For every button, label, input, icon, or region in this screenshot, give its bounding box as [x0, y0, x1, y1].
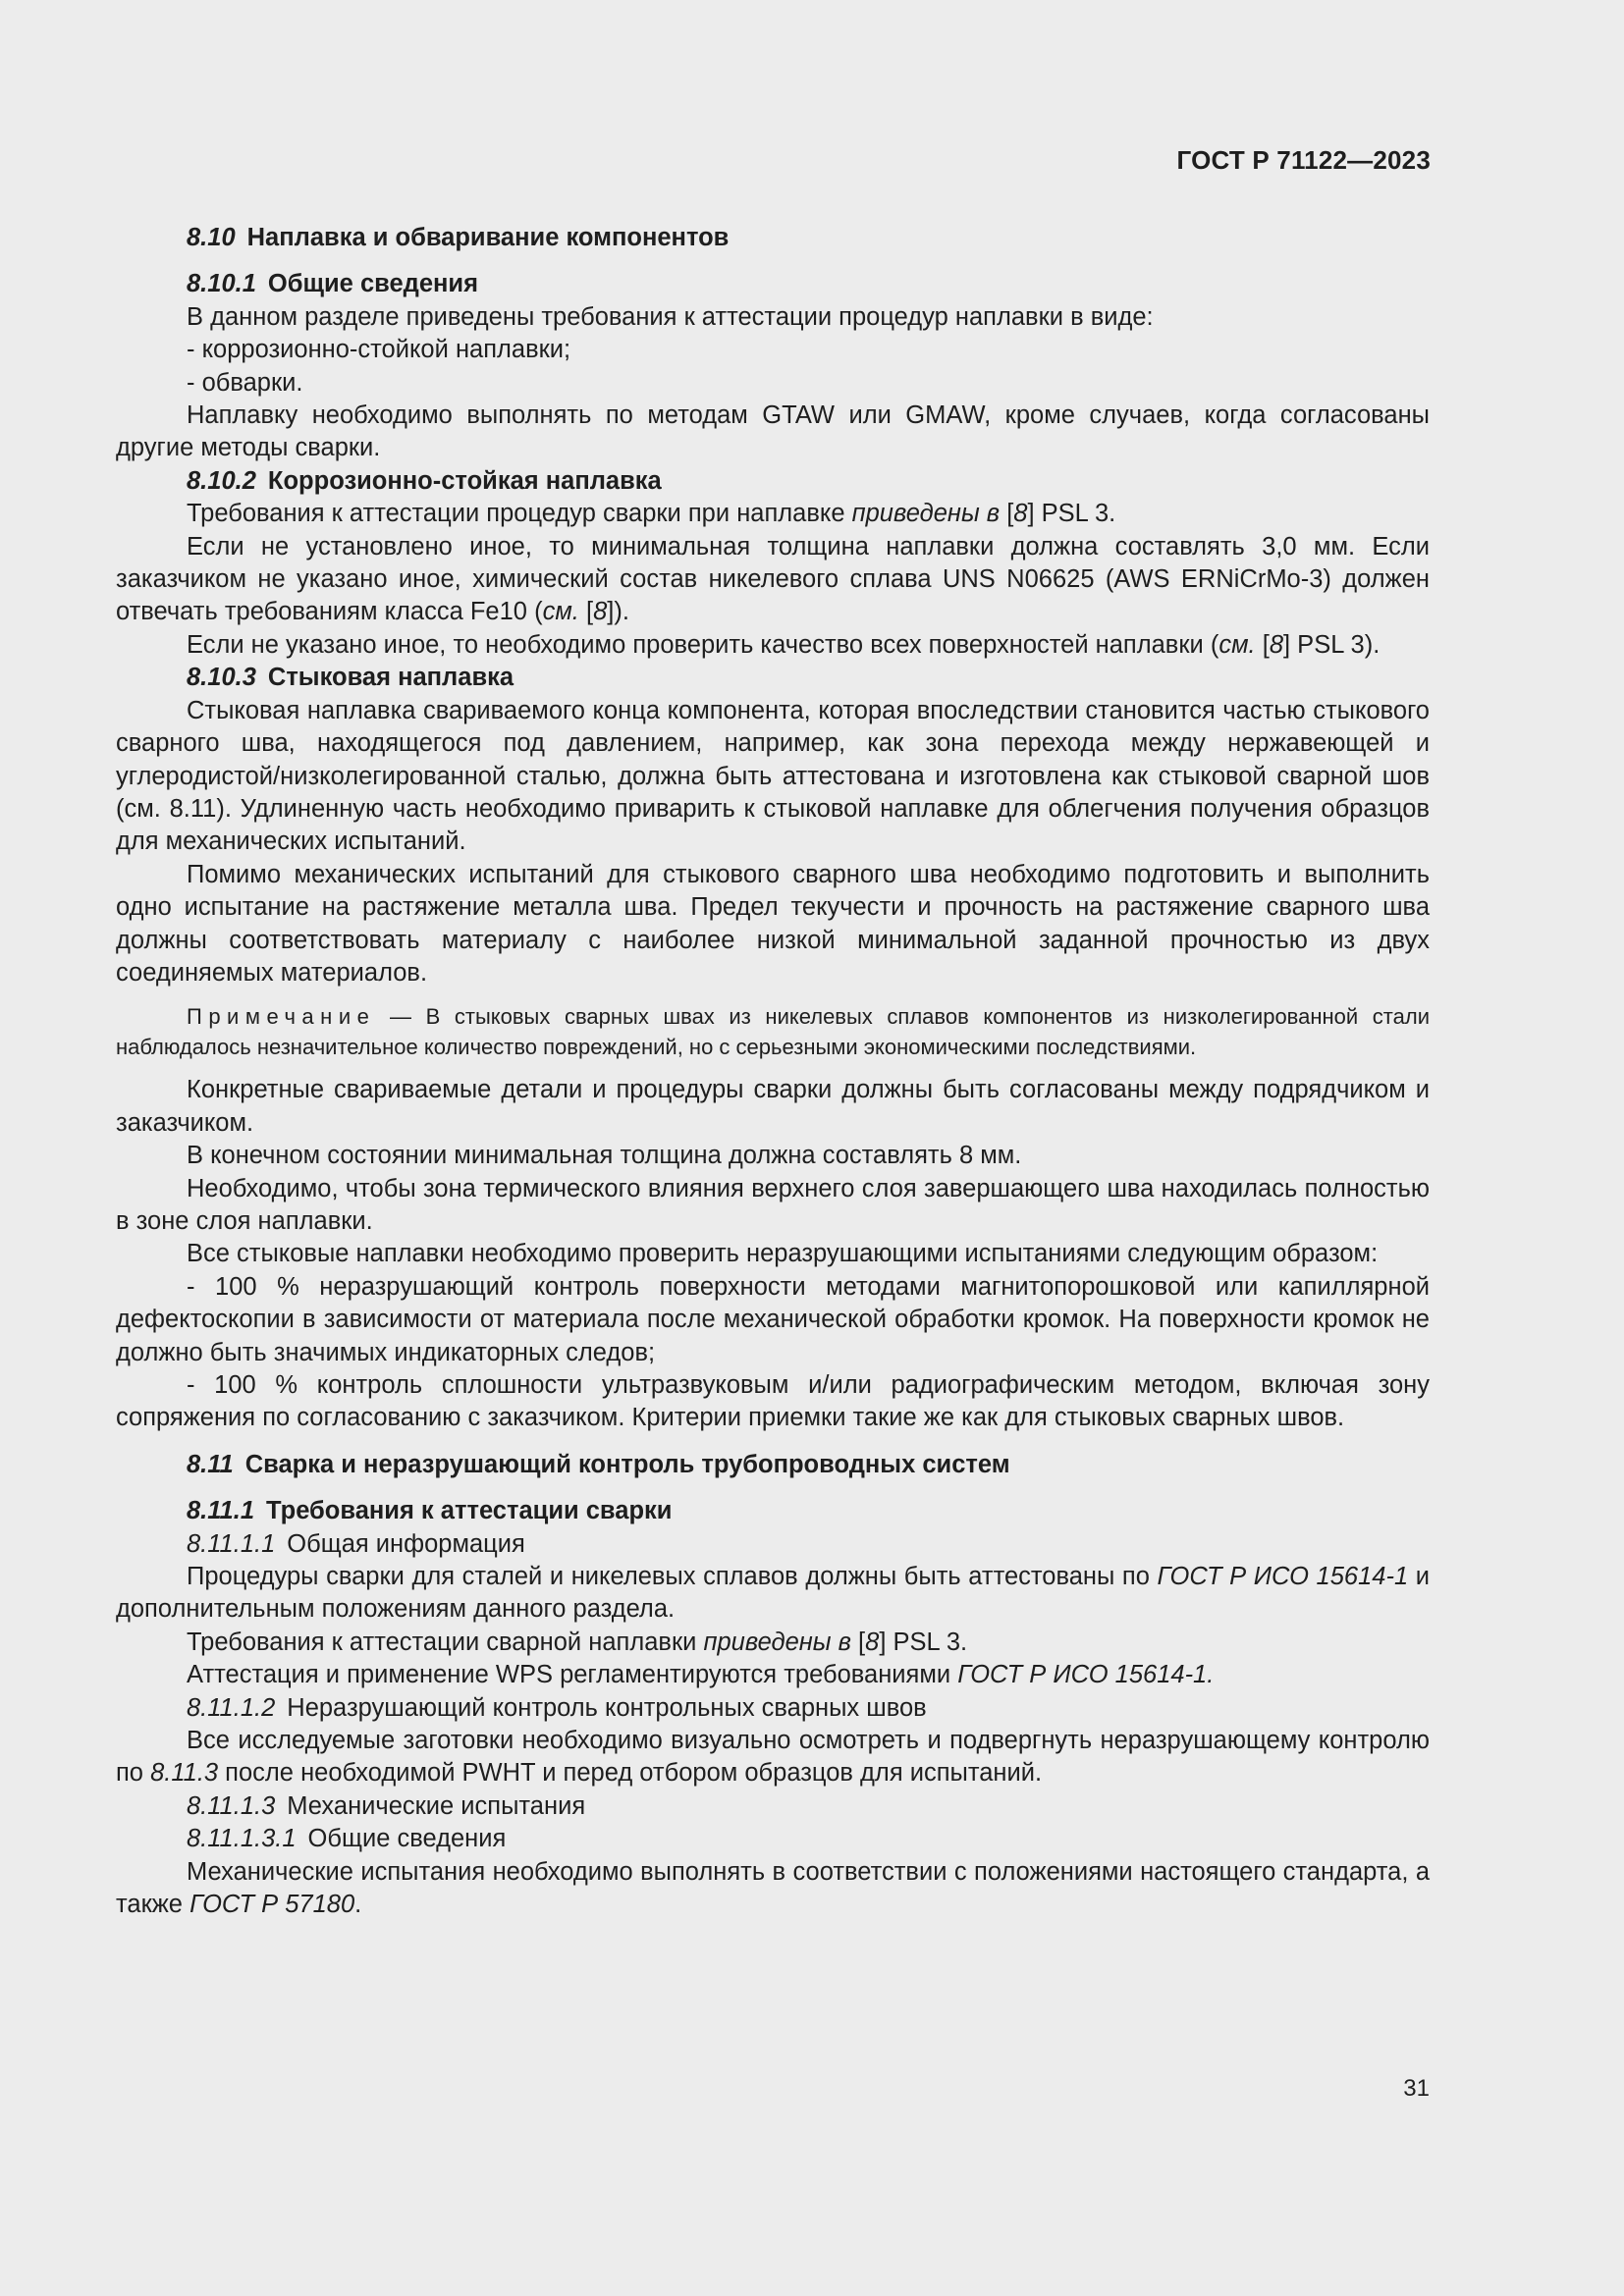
clause-heading-8-11-1-2 — [116, 1692, 1430, 1725]
subsection-number: 8.10.2 — [187, 466, 256, 495]
text-run: ]). — [607, 598, 629, 626]
text-run: Если не указано иное, то необходимо проверить качество всех поверхностей наплавки ( — [187, 630, 1219, 659]
paragraph: В данном разделе приведены требования к аттестации процедур наплавки в виде: — [187, 302, 1154, 331]
standard-reference: ГОСТ Р ИСО 15614-1 — [1157, 1563, 1409, 1591]
section-number: 8.10 — [187, 224, 236, 251]
clause-heading-8-11-1-3-1 — [116, 1823, 1430, 1855]
reference-number: 8 — [1013, 500, 1028, 528]
document-body — [116, 222, 1430, 1922]
paragraph: Помимо механических испытаний для стыкового сварного шва необходимо подготовить и выполнить одно испытание на растяжение металла шва. Предел текучести и прочность на растяжение сварного шва должны соответствовать материалу с наиболее низкой минимальной заданной прочностью из двух соединяемых материалов. — [116, 860, 1430, 987]
paragraph — [116, 498, 1430, 530]
text-run: после необходимой PWHT и перед отбором образцов для испытаний. — [218, 1759, 1043, 1788]
text-run: Если не установлено иное, то минимальная толщина наплавки должна составлять 3,0 мм. Если заказчиком не указано иное, химический состав никелевого сплава UNS N06625 (AWS ERNiCrMo-3) должен отвечать требованиям класса Fe10 ( — [116, 532, 1430, 626]
text-run: ] PSL 3). — [1283, 630, 1380, 659]
subsection-number: 8.10.3 — [187, 664, 256, 692]
paragraph — [116, 629, 1430, 662]
text-run: [ — [578, 598, 594, 626]
subsection-title: Стыковая наплавка — [267, 664, 514, 692]
subsection-heading-8-10-3 — [116, 662, 1430, 694]
subsection-heading-8-10-1 — [116, 268, 1430, 300]
subsection-heading-8-10-2 — [116, 465, 1430, 498]
text-run: ] PSL 3. — [879, 1628, 968, 1656]
clause-heading-8-11-1-3 — [116, 1790, 1430, 1823]
text-run: и дополнительным положениям данного раздела. — [116, 1563, 1430, 1624]
paragraph — [116, 531, 1430, 629]
list-item: - обварки. — [187, 368, 303, 397]
clause-title: Общие сведения — [307, 1825, 507, 1853]
note-text: — В стыковых сварных швах из никелевых сплавов компонентов из низколегированной стали наблюдалось незначительное количество повреждений, но с серьезными экономическими последствиями. — [116, 1004, 1430, 1060]
paragraph: Наплавку необходимо выполнять по методам GTAW или GMAW, кроме случаев, когда согласованы другие методы сварки. — [116, 401, 1430, 462]
text-run: приведены в — [851, 500, 1001, 528]
reference-number: 8 — [865, 1628, 880, 1656]
list-item: - коррозионно-стойкой наплавки; — [187, 336, 571, 364]
paragraph: Конкретные свариваемые детали и процедуры сварки должны быть согласованы между подрядчиком и заказчиком. — [116, 1076, 1430, 1137]
text-run: Требования к аттестации сварной наплавки — [187, 1628, 704, 1656]
subsection-number: 8.10.1 — [187, 270, 256, 298]
section-number: 8.11 — [187, 1450, 234, 1478]
clause-number: 8.11.1.2 — [187, 1693, 276, 1722]
standard-reference: ГОСТ Р 57180 — [189, 1891, 355, 1919]
list-item: - 100 % неразрушающий контроль поверхности методами магнитопорошковой или капиллярной дефектоскопии в зависимости от материала после механической обработки кромок. На поверхности кромок не должно быть значимых индикаторных следов; — [116, 1272, 1430, 1366]
subsection-title: Требования к аттестации сварки — [266, 1497, 673, 1525]
paragraph: Все стыковые наплавки необходимо проверить неразрушающими испытаниями следующим образом: — [187, 1240, 1379, 1268]
section-title: Сварка и неразрушающий контроль трубопроводных систем — [244, 1450, 1010, 1478]
text-run: Механические испытания необходимо выполнять в соответствии с положениями настоящего стандарта, а также — [116, 1857, 1430, 1919]
text-run: ] PSL 3. — [1027, 500, 1116, 528]
page-number: 31 — [1403, 2075, 1430, 2102]
reference-number: 8 — [1269, 630, 1284, 659]
subsection-number: 8.11.1 — [187, 1497, 255, 1525]
text-run: см. — [542, 598, 579, 626]
list-item: - 100 % контроль сплошности ультразвуковым и/или радиографическим методом, включая зону сопряжения по согласованию с заказчиком. Критерии приемки такие же как для стыковых сварных швов. — [116, 1371, 1430, 1432]
text-run: [ — [850, 1628, 866, 1656]
clause-title: Механические испытания — [287, 1791, 586, 1820]
paragraph — [116, 1627, 1430, 1659]
clause-heading-8-11-1-1 — [116, 1528, 1430, 1561]
paragraph — [116, 1856, 1430, 1922]
note — [116, 1001, 1430, 1062]
clause-title: Общая информация — [287, 1529, 525, 1558]
paragraph — [116, 1659, 1430, 1691]
section-heading-8-11 — [116, 1449, 1430, 1481]
note-label: Примечание — [187, 1004, 376, 1030]
section-heading-8-10 — [116, 222, 1430, 254]
text-run: Требования к аттестации процедур сварки при наплавке — [187, 500, 852, 528]
paragraph — [116, 1725, 1430, 1790]
paragraph: Необходимо, чтобы зона термического влияния верхнего слоя завершающего шва находилась полностью в зоне слоя наплавки. — [116, 1174, 1430, 1235]
standard-reference: ГОСТ Р ИСО 15614-1. — [957, 1661, 1215, 1689]
clause-number: 8.11.1.3.1 — [187, 1825, 297, 1853]
reference-number: 8 — [593, 598, 608, 626]
paragraph — [116, 1561, 1430, 1627]
clause-title: Неразрушающий контроль контрольных сварных швов — [287, 1693, 927, 1722]
subsection-title: Коррозионно-стойкая наплавка — [267, 466, 662, 495]
text-run: Все исследуемые заготовки необходимо визуально осмотреть и подвергнуть неразрушающему контролю по — [116, 1727, 1430, 1788]
text-run: [ — [1000, 500, 1014, 528]
paragraph: В конечном состоянии минимальная толщина должна составлять 8 мм. — [187, 1142, 1022, 1170]
text-run: Процедуры сварки для сталей и никелевых сплавов должны быть аттестованы по — [187, 1563, 1158, 1591]
text-run: Аттестация и применение WPS регламентируются требованиями — [187, 1661, 958, 1689]
paragraph: Стыковая наплавка свариваемого конца компонента, которая впоследствии становится частью стыкового сварного шва, находящегося под давлением, например, как зона перехода между нержавеющей и углеродистой/низколегированной сталью, должна быть аттестована и изготовлена как стыковой сварной шов (см. 8.11). Удлиненную часть необходимо приварить к стыковой наплавке для облегчения получения образцов для механических испытаний. — [116, 696, 1430, 856]
text-run: . — [354, 1891, 362, 1919]
subsection-heading-8-11-1 — [116, 1495, 1430, 1527]
section-title: Наплавка и обваривание компонентов — [246, 224, 730, 251]
text-run: см. — [1218, 630, 1256, 659]
clause-number: 8.11.1.1 — [187, 1529, 276, 1558]
document-header: ГОСТ Р 71122—2023 — [1176, 145, 1431, 175]
subsection-title: Общие сведения — [267, 270, 478, 298]
text-run: [ — [1255, 630, 1270, 659]
clause-number: 8.11.1.3 — [187, 1791, 276, 1820]
text-run: приведены в — [703, 1628, 851, 1656]
clause-reference: 8.11.3 — [150, 1759, 219, 1788]
